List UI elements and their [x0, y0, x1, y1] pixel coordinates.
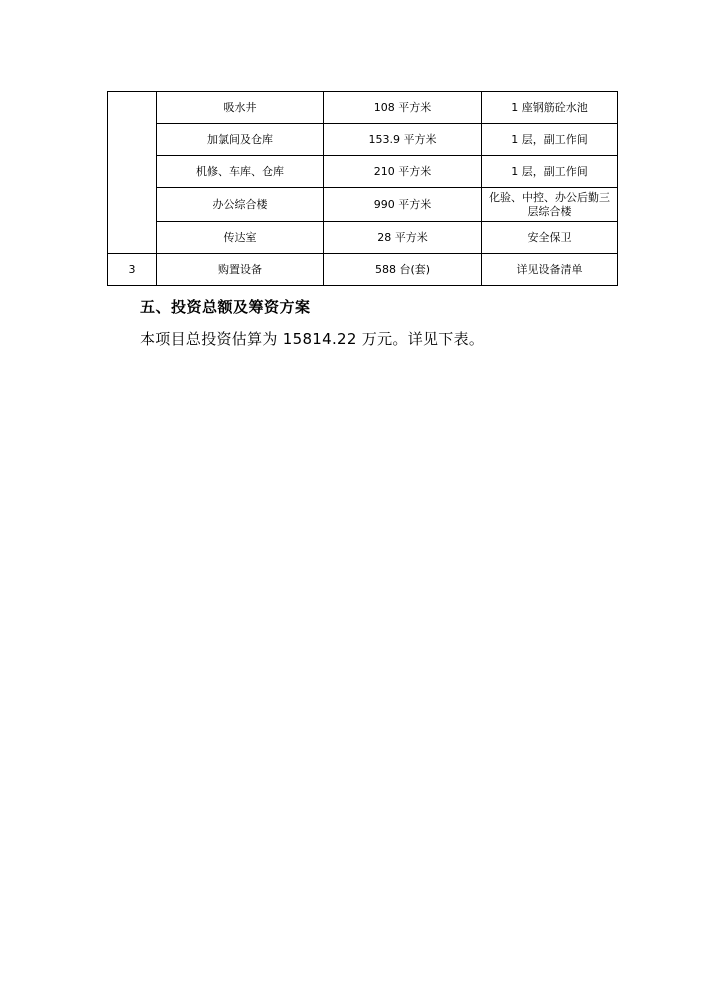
table-cell-area: 153.9 平方米	[324, 124, 482, 156]
table-cell-name: 办公综合楼	[157, 188, 324, 222]
table-row	[108, 124, 618, 156]
table-cell-remark: 1 层，副工作间	[482, 124, 618, 156]
table-cell-area: 28 平方米	[324, 222, 482, 254]
table-cell-num-merged	[108, 92, 157, 254]
table-cell-area: 588 台(套)	[324, 254, 482, 286]
table-cell-area: 210 平方米	[324, 156, 482, 188]
table-cell-area: 990 平方米	[324, 188, 482, 222]
table-cell-name: 传达室	[157, 222, 324, 254]
facility-table	[107, 91, 618, 286]
table-cell-name: 购置设备	[157, 254, 324, 286]
table-cell-area: 108 平方米	[324, 92, 482, 124]
table-row	[108, 222, 618, 254]
table-cell-remark: 化验、中控、办公后勤三层综合楼	[482, 188, 618, 222]
table-cell-num: 3	[108, 254, 157, 286]
table-row	[108, 254, 618, 286]
body-paragraph: 本项目总投资估算为 15814.22 万元。详见下表。	[140, 330, 485, 348]
table-row	[108, 156, 618, 188]
table-cell-remark: 安全保卫	[482, 222, 618, 254]
table-cell-name: 加氯间及仓库	[157, 124, 324, 156]
table-cell-remark: 详见设备清单	[482, 254, 618, 286]
table-cell-remark: 1 层，副工作间	[482, 156, 618, 188]
section-heading: 五、投资总额及筹资方案	[140, 298, 311, 316]
table-cell-remark: 1 座钢筋砼水池	[482, 92, 618, 124]
table-cell-name: 吸水井	[157, 92, 324, 124]
table-row	[108, 188, 618, 222]
table-cell-name: 机修、车库、仓库	[157, 156, 324, 188]
table-row	[108, 92, 618, 124]
